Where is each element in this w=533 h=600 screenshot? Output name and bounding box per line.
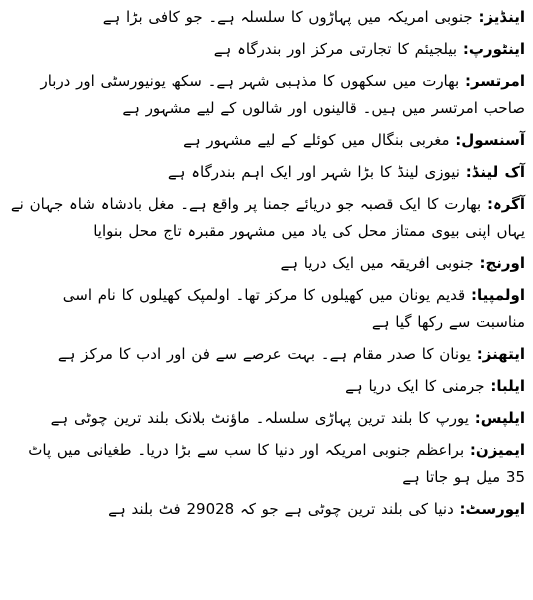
- entry-alps: [10, 405, 525, 432]
- entry-definition: بھارت میں سکھوں کا مذہبی شہر ہے۔ سکھ یونیورسٹی اور دربار صاحب امرتسر میں ہیں۔ قالینوں اور شالوں کے لیے مشہور ہے: [40, 72, 525, 117]
- entry-term: اینٹورپ:: [462, 40, 525, 58]
- entry-auckland: [10, 159, 525, 186]
- entry-term: آگرہ:: [487, 195, 525, 213]
- entry-definition: یونان کا صدر مقام ہے۔ بہت عرصے سے فن اور ادب کا مرکز ہے: [57, 345, 471, 363]
- entry-term: اورنج:: [479, 254, 525, 272]
- entry-everest: [10, 496, 525, 523]
- entry-term: ایلبا:: [490, 377, 525, 395]
- entry-definition: بیلجیئم کا تجارتی مرکز اور بندرگاہ ہے: [213, 40, 458, 58]
- entry-definition: جنوبی افریقہ میں ایک دریا ہے: [280, 254, 474, 272]
- entry-andes: [10, 4, 525, 31]
- entry-term: اولمپیا:: [470, 286, 525, 304]
- entry-definition: قدیم یونان میں کھیلوں کا مرکز تھا۔ اولمپک کھیلوں کا نام اسی مناسبت سے رکھا گیا ہے: [62, 286, 525, 331]
- entry-term: آک لینڈ:: [465, 163, 525, 181]
- entry-definition: یورپ کا بلند ترین پہاڑی سلسلہ۔ ماؤنٹ بلانک بلند ترین چوٹی ہے: [50, 409, 469, 427]
- entry-term: اینڈیز:: [478, 8, 525, 26]
- entry-athens: [10, 341, 525, 368]
- entry-term: آسنسول:: [455, 131, 525, 149]
- entry-agra: [10, 191, 525, 245]
- entry-definition: براعظم جنوبی امریکہ اور دنیا کا سب سے بڑا دریا۔ طغیانی میں پاٹ 35 میل ہو جاتا ہے: [28, 441, 525, 486]
- entry-asansol: [10, 127, 525, 154]
- entry-term: ایلپس:: [474, 409, 525, 427]
- entry-amazon: [10, 437, 525, 491]
- entry-definition: جنوبی امریکہ میں پہاڑوں کا سلسلہ ہے۔ جو کافی بڑا ہے: [102, 8, 473, 26]
- entry-olympia: [10, 282, 525, 336]
- entry-term: ایتھنز:: [476, 345, 525, 363]
- entry-definition: مغربی بنگال میں کوئلے کے لیے مشہور ہے: [183, 131, 450, 149]
- entry-definition: جرمنی کا ایک دریا ہے: [345, 377, 485, 395]
- entry-definition: بھارت کا ایک قصبہ جو دریائے جمنا پر واقع ہے۔ مغل بادشاہ شاہ جہان نے یہاں اپنی بیوی ممتاز محل کی یاد میں مشہور مقبرہ تاج محل بنوایا: [10, 195, 525, 240]
- entry-term: ایمیزن:: [469, 441, 525, 459]
- entry-definition: نیوزی لینڈ کا بڑا شہر اور ایک اہم بندرگاہ ہے: [167, 163, 460, 181]
- entry-definition: دنیا کی بلند ترین چوٹی ہے جو کہ 29028 فٹ بلند ہے: [108, 500, 454, 518]
- entry-term: ایورسٹ:: [459, 500, 525, 518]
- entry-amritsar: [10, 68, 525, 122]
- entry-orange: [10, 250, 525, 277]
- entry-term: امرتسر:: [465, 72, 525, 90]
- entry-antwerp: [10, 36, 525, 63]
- entry-elbe: [10, 373, 525, 400]
